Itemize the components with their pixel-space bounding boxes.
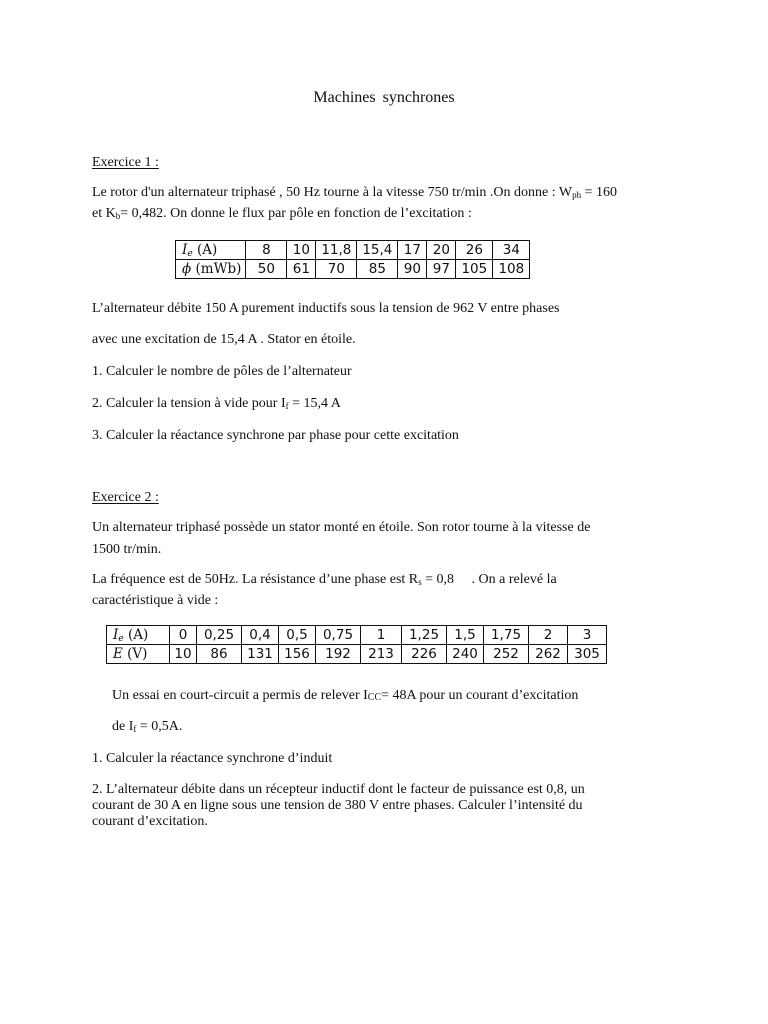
exercise-2-intro-line-2: 1500 tr/min. xyxy=(92,542,162,557)
unit: (A) xyxy=(192,242,218,258)
table-cell: 2 xyxy=(529,626,568,645)
text: = 15,4 A xyxy=(288,396,341,411)
table-cell: 86 xyxy=(197,645,242,664)
exercise-2-heading: Exercice 2 : xyxy=(92,490,159,505)
table-cell: 156 xyxy=(279,645,316,664)
table-cell: 213 xyxy=(361,645,402,664)
exercise-2-intro-line-1: Un alternateur triphasé possède un stator monté en étoile. Son rotor tourne à la vitesse de xyxy=(92,520,591,535)
unit: (A) xyxy=(123,627,149,643)
table-cell: 10 xyxy=(287,241,316,260)
table-cell: 1 xyxy=(361,626,402,645)
table-cell: 262 xyxy=(529,645,568,664)
row-label xyxy=(107,645,170,664)
table-cell: 10 xyxy=(170,645,197,664)
table-cell: 105 xyxy=(456,260,493,279)
table-cell: 17 xyxy=(398,241,427,260)
table-cell: 1,5 xyxy=(447,626,484,645)
symbol: ϕ xyxy=(182,261,192,277)
subscript: ph xyxy=(572,190,582,200)
no-load-characteristic-table xyxy=(106,625,607,664)
text: Un essai en court-circuit a permis de relever I xyxy=(112,688,368,703)
symbol: E xyxy=(113,646,123,662)
table-cell: 20 xyxy=(427,241,456,260)
symbol-subscript: e xyxy=(118,634,124,644)
page-title: Machines synchrones xyxy=(313,89,455,106)
text: La fréquence est de 50Hz. La résistance d’une phase est R xyxy=(92,572,419,587)
text: 2. Calculer la tension à vide pour I xyxy=(92,396,286,411)
text: de I xyxy=(112,719,134,734)
symbol: I xyxy=(113,627,119,643)
flux-excitation-table xyxy=(175,240,530,279)
table-cell: 50 xyxy=(246,260,287,279)
table-row xyxy=(176,241,530,260)
table-cell: 70 xyxy=(316,260,357,279)
table-cell: 90 xyxy=(398,260,427,279)
subscript: s xyxy=(418,577,422,587)
table-cell: 305 xyxy=(568,645,607,664)
table-cell: 15,4 xyxy=(357,241,398,260)
table-cell: 3 xyxy=(568,626,607,645)
row-label xyxy=(176,260,246,279)
table-cell: 0,25 xyxy=(197,626,242,645)
exercise-2-question-1: 1. Calculer la réactance synchrone d’induit xyxy=(92,751,333,766)
text: = 0,5A. xyxy=(136,719,183,734)
table-cell: 0,4 xyxy=(242,626,279,645)
table-cell: 131 xyxy=(242,645,279,664)
table-row xyxy=(176,260,530,279)
table-cell: 192 xyxy=(316,645,361,664)
table-row xyxy=(107,626,607,645)
exercise-2-question-2-line-3: courant d’excitation. xyxy=(92,814,208,829)
exercise-1-statement-1: L’alternateur débite 150 A purement inductifs sous la tension de 962 V entre phases xyxy=(92,301,560,316)
subscript: f xyxy=(285,401,289,411)
table-cell: 11,8 xyxy=(316,241,357,260)
text: = 160 xyxy=(581,185,617,200)
table-cell: 26 xyxy=(456,241,493,260)
table-cell: 34 xyxy=(493,241,530,260)
subscript: f xyxy=(133,724,137,734)
table-cell: 1,25 xyxy=(402,626,447,645)
excitation-current-line xyxy=(112,716,712,737)
subscript: CC xyxy=(367,692,382,703)
exercise-1-heading: Exercice 1 : xyxy=(92,155,159,170)
text: = 48A pour un courant d’excitation xyxy=(381,688,579,703)
table-cell: 252 xyxy=(484,645,529,664)
exercise-1-statement-2: avec une excitation de 15,4 A . Stator en étoile. xyxy=(92,332,356,347)
text: = 0,482. On donne le flux par pôle en fonction de l’excitation : xyxy=(120,206,472,221)
exercise-1-intro-line-1 xyxy=(92,182,692,203)
table-cell: 85 xyxy=(357,260,398,279)
exercise-2-characteristic-line: caractéristique à vide : xyxy=(92,593,219,608)
table-cell: 0,75 xyxy=(316,626,361,645)
text: Le rotor d'un alternateur triphasé , 50 Hz tourne à la vitesse 750 tr/min .On donne : W xyxy=(92,185,573,200)
exercise-1-question-3: 3. Calculer la réactance synchrone par phase pour cette excitation xyxy=(92,428,459,443)
table-cell: 108 xyxy=(493,260,530,279)
exercise-1-question-1: 1. Calculer le nombre de pôles de l’alternateur xyxy=(92,364,352,379)
row-label xyxy=(107,626,170,645)
text: et K xyxy=(92,206,116,221)
subscript: b xyxy=(115,211,121,221)
table-cell: 0,5 xyxy=(279,626,316,645)
table-cell: 61 xyxy=(287,260,316,279)
table-cell: 8 xyxy=(246,241,287,260)
exercise-2-question-2-line-2: courant de 30 A en ligne sous une tension de 380 V entre phases. Calculer l’intensité du xyxy=(92,798,583,813)
text: = 0,8 . On a relevé la xyxy=(421,572,557,587)
table-cell: 0 xyxy=(170,626,197,645)
table-cell: 97 xyxy=(427,260,456,279)
unit: (V) xyxy=(122,646,148,662)
table-cell: 226 xyxy=(402,645,447,664)
exercise-1-question-2 xyxy=(92,393,692,414)
table-cell: 240 xyxy=(447,645,484,664)
exercise-2-question-2-line-1: 2. L’alternateur débite dans un récepteur inductif dont le facteur de puissance est 0,8, un xyxy=(92,782,585,797)
symbol-subscript: e xyxy=(187,249,193,259)
exercise-2-frequency-line xyxy=(92,569,692,590)
table-cell: 1,75 xyxy=(484,626,529,645)
exercise-1-intro-line-2 xyxy=(92,203,692,224)
symbol: I xyxy=(182,242,188,258)
short-circuit-test-line xyxy=(112,685,712,706)
row-label xyxy=(176,241,246,260)
unit: (mWb) xyxy=(191,261,242,277)
table-row xyxy=(107,645,607,664)
